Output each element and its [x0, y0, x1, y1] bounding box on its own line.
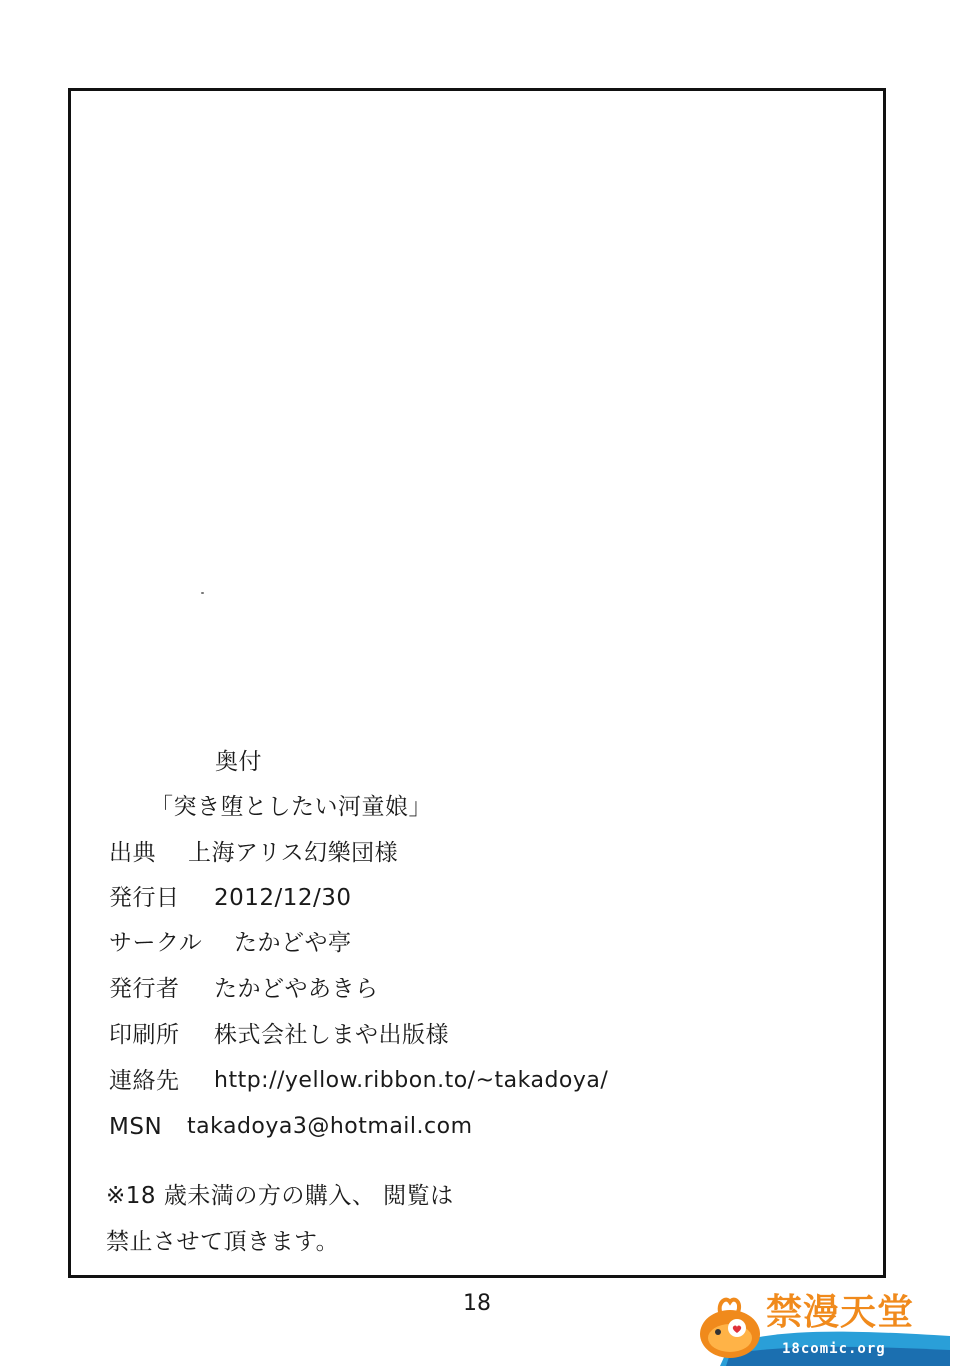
whale-mascot-icon	[700, 1300, 760, 1358]
age-notice-line-2: 禁止させて頂きます。	[106, 1229, 340, 1255]
msn-address: takadoya3@hotmail.com	[187, 1114, 473, 1139]
msn-label: MSN	[109, 1114, 163, 1140]
printer-value: 株式会社しまや出版様	[214, 1022, 449, 1048]
release-date-value: 2012/12/30	[214, 885, 352, 911]
publisher-value: たかどやあきら	[214, 976, 379, 1002]
publisher-label: 発行者	[109, 976, 180, 1002]
source-value: 上海アリス幻樂団様	[188, 840, 399, 866]
release-date-label: 発行日	[109, 885, 180, 911]
source-label: 出典	[109, 840, 156, 866]
age-notice-line-1: ※18 歳未満の方の購入、 閲覧は	[106, 1183, 454, 1209]
watermark-url: 18comic.org	[782, 1341, 886, 1357]
page-number: 18	[463, 1291, 491, 1316]
contact-url: http://yellow.ribbon.to/~takadoya/	[214, 1068, 609, 1093]
contact-label: 連絡先	[109, 1068, 180, 1094]
colophon-heading: 奥付	[215, 749, 262, 775]
colophon-frame	[68, 88, 886, 1278]
watermark-title: 禁漫天堂	[766, 1292, 915, 1333]
circle-label: サークル	[109, 930, 203, 956]
book-title: 「突き堕としたい河童娘」	[150, 794, 432, 820]
watermark-logo	[690, 1288, 952, 1366]
printer-label: 印刷所	[109, 1022, 180, 1048]
circle-value: たかどや亭	[234, 930, 352, 956]
paper-speck	[201, 592, 204, 594]
